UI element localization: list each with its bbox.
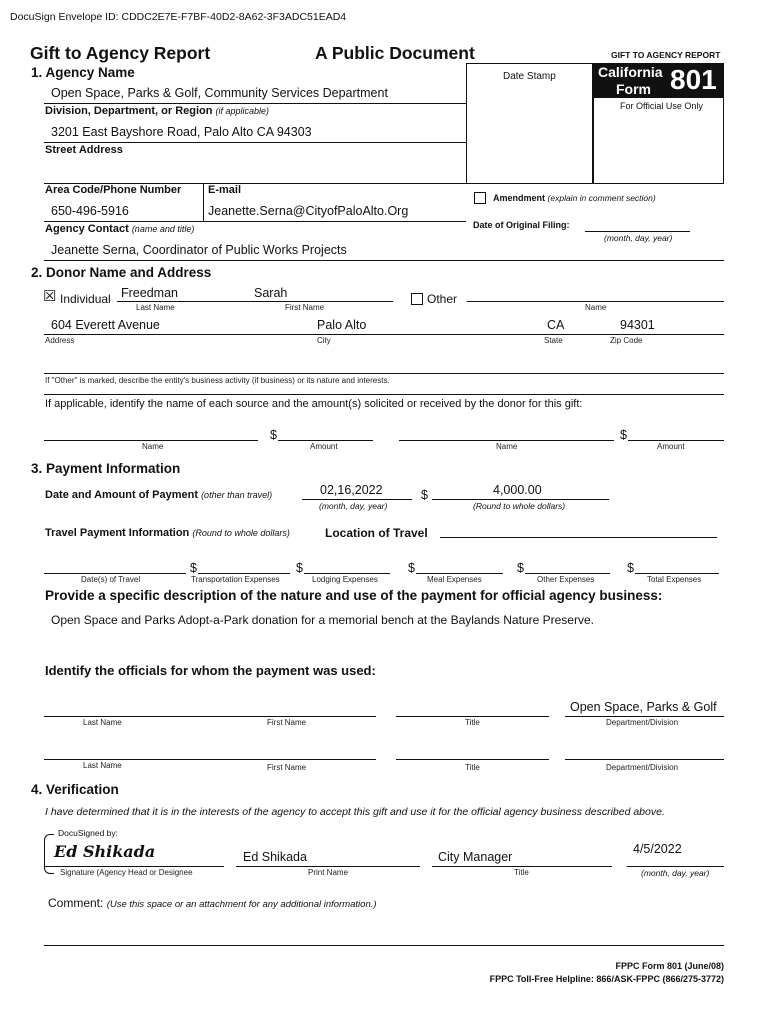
last-name-caption: Last Name — [136, 303, 175, 312]
agency-contact-value[interactable]: Jeanette Serna, Coordinator of Public Works Projects — [51, 243, 347, 257]
individual-checkbox[interactable]: ☒ — [43, 288, 57, 305]
date-amount-note: (other than travel) — [201, 490, 273, 500]
official2-department-caption: Department/Division — [606, 763, 679, 772]
source2-amount-caption: Amount — [657, 442, 685, 451]
transportation-dollar: $ — [190, 561, 197, 575]
comment-label — [48, 896, 377, 910]
payment-dollar: $ — [421, 488, 428, 502]
amendment-label-text: Amendment — [493, 193, 546, 203]
division-note: (if applicable) — [215, 106, 270, 116]
original-filing-note: (month, day, year) — [604, 233, 673, 243]
division-label-text: Division, Department, or Region — [45, 105, 213, 117]
donor-city[interactable]: Palo Alto — [317, 318, 367, 332]
source1-dollar: $ — [270, 428, 277, 442]
form-version: FPPC Form 801 (June/08) — [615, 961, 724, 971]
amendment-note: (explain in comment section) — [547, 193, 656, 203]
print-name-caption: Print Name — [308, 868, 349, 877]
docusigned-by-label: DocuSigned by: — [58, 828, 119, 838]
section3-heading: 3. Payment Information — [31, 461, 181, 476]
official1-last-name-caption: Last Name — [83, 718, 122, 727]
form-label: Form — [616, 81, 651, 97]
form-title: Gift to Agency Report — [30, 43, 211, 63]
agency-contact-label — [45, 223, 194, 235]
official1-first-name-caption: First Name — [267, 718, 307, 727]
agency-contact-note: (name and title) — [131, 224, 195, 234]
travel-label — [45, 527, 290, 539]
division-label — [45, 105, 269, 117]
amendment-label — [493, 193, 656, 203]
section2-heading: 2. Donor Name and Address — [31, 265, 212, 280]
other-label: Other — [427, 292, 458, 306]
payment-amount-caption: (Round to whole dollars) — [473, 501, 566, 511]
donor-address[interactable]: 604 Everett Avenue — [51, 318, 160, 332]
individual-label: Individual — [60, 292, 111, 306]
donor-state[interactable]: CA — [547, 318, 565, 332]
payment-description[interactable]: Open Space and Parks Adopt-a-Park donation for a memorial bench at the Baylands Nature Preserve. — [51, 613, 594, 627]
email-label: E-mail — [208, 184, 242, 196]
section4-heading: 4. Verification — [31, 782, 119, 797]
official2-title-caption: Title — [465, 763, 480, 772]
verification-title-value[interactable]: City Manager — [438, 850, 513, 864]
address-caption: Address — [45, 336, 75, 345]
donor-first-name[interactable]: Sarah — [254, 286, 288, 300]
donor-last-name[interactable]: Freedman — [121, 286, 178, 300]
comment-note: (Use this space or an attachment for any additional information.) — [106, 899, 377, 910]
donor-zip[interactable]: 94301 — [620, 318, 655, 332]
street-address-label: Street Address — [45, 144, 123, 156]
date-stamp-label: Date Stamp — [503, 71, 556, 82]
total-dollar: $ — [627, 561, 634, 575]
travel-dates-caption: Date(s) of Travel — [81, 575, 141, 584]
email-value[interactable]: Jeanette.Serna@CityofPaloAlto.Org — [208, 204, 409, 218]
description-heading: Provide a specific description of the nature and use of the payment for official agency business: — [45, 588, 663, 603]
phone-value[interactable]: 650-496-5916 — [51, 204, 129, 218]
source-note: If applicable, identify the name of each source and the amount(s) solicited or received by the donor for this gift: — [45, 398, 583, 410]
official1-department[interactable]: Open Space, Parks & Golf — [570, 700, 717, 714]
date-amount-label-text: Date and Amount of Payment — [45, 489, 198, 501]
official1-title-caption: Title — [465, 718, 480, 727]
signature-caption: Signature (Agency Head or Designee — [60, 868, 193, 877]
travel-note: (Round to whole dollars) — [192, 528, 290, 538]
docusign-bracket — [44, 834, 54, 874]
payment-date[interactable]: 02,16,2022 — [320, 483, 383, 497]
meal-dollar: $ — [408, 561, 415, 575]
transportation-caption: Transportation Expenses — [191, 575, 280, 584]
agency-name-value[interactable]: Open Space, Parks & Golf, Community Services Department — [51, 86, 388, 100]
city-caption: City — [317, 336, 331, 345]
payment-date-caption: (month, day, year) — [319, 501, 388, 511]
official1-department-caption: Department/Division — [606, 718, 679, 727]
public-document-label: A Public Document — [315, 43, 475, 63]
other-expenses-dollar: $ — [517, 561, 524, 575]
source1-name-caption: Name — [142, 442, 164, 451]
other-expenses-caption: Other Expenses — [537, 575, 595, 584]
agency-contact-label-text: Agency Contact — [45, 223, 129, 235]
comment-label-text: Comment: — [48, 896, 104, 910]
gift-report-caption: GIFT TO AGENCY REPORT — [611, 50, 721, 60]
form-number: 801 — [670, 64, 717, 95]
amendment-checkbox[interactable] — [474, 192, 486, 204]
payment-amount[interactable]: 4,000.00 — [493, 483, 542, 497]
other-description-note: If "Other" is marked, describe the entity's business activity (if business) or its nature and interests. — [45, 376, 390, 385]
verification-title-caption: Title — [514, 868, 529, 877]
signature-image[interactable]: Ed Shikada — [54, 842, 156, 861]
location-of-travel-label: Location of Travel — [325, 526, 428, 540]
fppc-helpline: FPPC Toll-Free Helpline: 866/ASK-FPPC (866/275-3772) — [489, 974, 724, 984]
source1-amount-caption: Amount — [310, 442, 338, 451]
first-name-caption: First Name — [285, 303, 325, 312]
verification-date[interactable]: 4/5/2022 — [633, 842, 682, 856]
official2-last-name-caption: Last Name — [83, 761, 122, 770]
street-address-value[interactable]: 3201 East Bayshore Road, Palo Alto CA 94303 — [51, 125, 312, 139]
source2-name-caption: Name — [496, 442, 518, 451]
source2-dollar: $ — [620, 428, 627, 442]
verification-statement: I have determined that it is in the interests of the agency to accept this gift and use it for the official agency business described above. — [45, 806, 665, 818]
verification-date-caption: (month, day, year) — [641, 868, 710, 878]
date-amount-label — [45, 489, 272, 501]
california-label: California — [598, 64, 663, 80]
other-checkbox[interactable] — [411, 293, 423, 305]
phone-label: Area Code/Phone Number — [45, 184, 182, 196]
officials-heading: Identify the officials for whom the payment was used: — [45, 663, 376, 678]
official-use-label: For Official Use Only — [620, 101, 703, 111]
total-expenses-caption: Total Expenses — [647, 575, 702, 584]
docusign-envelope-id: DocuSign Envelope ID: CDDC2E7E-F7BF-40D2-8A62-3F3ADC51EAD4 — [10, 11, 347, 23]
state-caption: State — [544, 336, 563, 345]
print-name-value[interactable]: Ed Shikada — [243, 850, 307, 864]
section1-heading: 1. Agency Name — [31, 65, 135, 80]
zip-caption: Zip Code — [610, 336, 643, 345]
other-name-caption: Name — [585, 303, 607, 312]
lodging-caption: Lodging Expenses — [312, 575, 378, 584]
lodging-dollar: $ — [296, 561, 303, 575]
official2-first-name-caption: First Name — [267, 763, 307, 772]
travel-label-text: Travel Payment Information — [45, 527, 190, 539]
meal-caption: Meal Expenses — [427, 575, 482, 584]
original-filing-label: Date of Original Filing: — [473, 220, 570, 230]
